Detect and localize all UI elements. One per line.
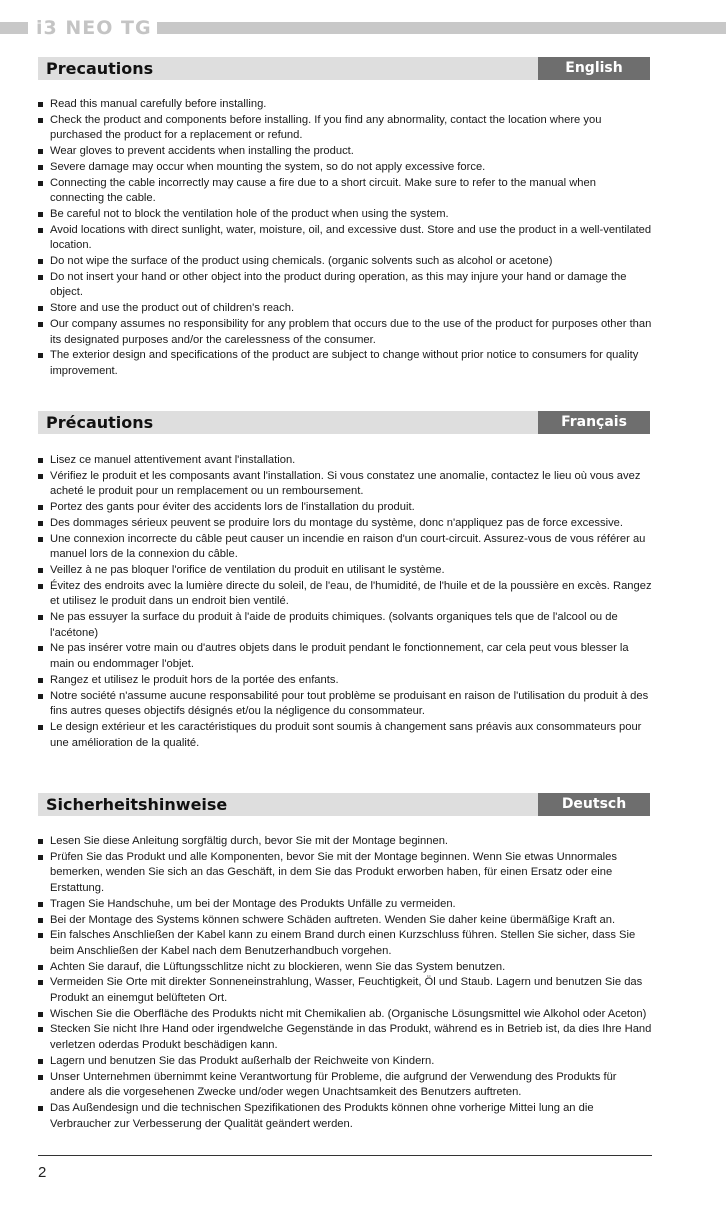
header-stripe-left bbox=[0, 22, 28, 34]
list-item: Check the product and components before installing. If you find any abnormality, contact the location where you purchased the product for a replacement or refund. bbox=[38, 113, 652, 144]
language-tag: Deutsch bbox=[538, 793, 650, 816]
list-item: Prüfen Sie das Produkt und alle Komponenten, bevor Sie mit der Montage beginnen. Wenn Sie etwas Unnormales bemerken, wenden Sie sich an das Geschäft, in dem Sie das Produkt erworben haben, für einen Ersatz oder eine Erstattung. bbox=[38, 850, 652, 897]
language-tag: Français bbox=[538, 411, 650, 434]
list-item: Ne pas essuyer la surface du produit à l'aide de produits chimiques. (solvants organiques tels que de l'alcool ou de l'acétone) bbox=[38, 610, 652, 641]
list-item: Lesen Sie diese Anleitung sorgfältig durch, bevor Sie mit der Montage beginnen. bbox=[38, 834, 652, 850]
precautions-list bbox=[38, 834, 652, 1132]
list-item: Une connexion incorrecte du câble peut causer un incendie en raison d'un court-circuit. Assurez-vous de vous référer au manuel lors de la connexion du câble. bbox=[38, 532, 652, 563]
list-item: Severe damage may occur when mounting the system, so do not apply excessive force. bbox=[38, 160, 652, 176]
list-item: Wischen Sie die Oberfläche des Produkts nicht mit Chemikalien ab. (Organische Lösungsmittel wie Alkohol oder Aceton) bbox=[38, 1007, 652, 1023]
list-item: Wear gloves to prevent accidents when installing the product. bbox=[38, 144, 652, 160]
list-item: Our company assumes no responsibility for any problem that occurs due to the use of the product for purposes other than its designated purposes and/or the carelessness of the consumer. bbox=[38, 317, 652, 348]
list-item: Évitez des endroits avec la lumière directe du soleil, de l'eau, de l'humidité, de l'huile et de la poussière en excès. Rangez et utilisez le produit dans un endroit bien ventilé. bbox=[38, 579, 652, 610]
section-header bbox=[38, 57, 650, 80]
list-item: Portez des gants pour éviter des accidents lors de l'installation du produit. bbox=[38, 500, 652, 516]
list-item: Do not wipe the surface of the product using chemicals. (organic solvents such as alcohol or acetone) bbox=[38, 254, 652, 270]
language-tag: English bbox=[538, 57, 650, 80]
precautions-list bbox=[38, 453, 652, 751]
section-header bbox=[38, 411, 650, 434]
list-item: The exterior design and specifications of the product are subject to change without prior notice to consumers for quality improvement. bbox=[38, 348, 652, 379]
list-item: Vérifiez le produit et les composants avant l'installation. Si vous constatez une anomalie, contactez le lieu où vous avez acheté le produit pour un remplacement ou un remboursement. bbox=[38, 469, 652, 500]
precautions-list bbox=[38, 97, 652, 380]
list-item: Notre société n'assume aucune responsabilité pour tout problème se produisant en raison de l'utilisation du produit à des fins autres queses objectifs désignés et/ou la négligence du consommateur. bbox=[38, 689, 652, 720]
list-item: Ein falsches Anschließen der Kabel kann zu einem Brand durch einen Kurzschluss führen. Stellen Sie sicher, dass Sie beim Anschließen der Kabel nach dem Benutzerhandbuch vorgehen. bbox=[38, 928, 652, 959]
section-title: Précautions bbox=[46, 413, 154, 432]
list-item: Connecting the cable incorrectly may cause a fire due to a short circuit. Make sure to refer to the manual when connecting the cable. bbox=[38, 176, 652, 207]
list-item: Achten Sie darauf, die Lüftungsschlitze nicht zu blockieren, wenn Sie das System benutzen. bbox=[38, 960, 652, 976]
list-item: Veillez à ne pas bloquer l'orifice de ventilation du produit en utilisant le système. bbox=[38, 563, 652, 579]
list-item: Bei der Montage des Systems können schwere Schäden auftreten. Wenden Sie daher keine übermäßige Kraft an. bbox=[38, 913, 652, 929]
list-item: Das Außendesign und die technischen Spezifikationen des Produkts können ohne vorherige Mittei lung an die Verbraucher zur Verbesserung der Qualität geändert werden. bbox=[38, 1101, 652, 1132]
section-title: Sicherheitshinweise bbox=[46, 795, 228, 814]
list-item: Avoid locations with direct sunlight, water, moisture, oil, and excessive dust. Store and use the product in a well-ventilated location. bbox=[38, 223, 652, 254]
list-item: Lagern und benutzen Sie das Produkt außerhalb der Reichweite von Kindern. bbox=[38, 1054, 652, 1070]
list-item: Store and use the product out of children's reach. bbox=[38, 301, 652, 317]
list-item: Des dommages sérieux peuvent se produire lors du montage du système, donc n'appliquez pas de force excessive. bbox=[38, 516, 652, 532]
list-item: Read this manual carefully before installing. bbox=[38, 97, 652, 113]
list-item: Unser Unternehmen übernimmt keine Verantwortung für Probleme, die aufgrund der Verwendung des Produkts für andere als die vorgesehenen Zwecke und/oder wegen Unachtsamkeit des Benutzers auftreten. bbox=[38, 1070, 652, 1101]
list-item: Rangez et utilisez le produit hors de la portée des enfants. bbox=[38, 673, 652, 689]
section-title: Precautions bbox=[46, 59, 154, 78]
list-item: Ne pas insérer votre main ou d'autres objets dans le produit pendant le fonctionnement, car cela peut vous blesser la main ou endommager l'objet. bbox=[38, 641, 652, 672]
list-item: Vermeiden Sie Orte mit direkter Sonneneinstrahlung, Wasser, Feuchtigkeit, Öl und Staub. Lagern und benutzen Sie das Produkt an einemgut belüfteten Ort. bbox=[38, 975, 652, 1006]
top-bar bbox=[0, 0, 726, 44]
list-item: Lisez ce manuel attentivement avant l'installation. bbox=[38, 453, 652, 469]
list-item: Stecken Sie nicht Ihre Hand oder irgendwelche Gegenstände in das Produkt, während es in Betrieb ist, da dies Ihre Hand verletzen oderdas Produkt beschädigen kann. bbox=[38, 1022, 652, 1053]
list-item: Do not insert your hand or other object into the product during operation, as this may injure your hand or damage the object. bbox=[38, 270, 652, 301]
list-item: Be careful not to block the ventilation hole of the product when using the system. bbox=[38, 207, 652, 223]
section-header bbox=[38, 793, 650, 816]
page-number: 2 bbox=[38, 1164, 47, 1181]
footer-divider bbox=[38, 1155, 652, 1156]
header-stripe-right bbox=[157, 22, 726, 34]
list-item: Tragen Sie Handschuhe, um bei der Montage des Produkts Unfälle zu vermeiden. bbox=[38, 897, 652, 913]
list-item: Le design extérieur et les caractéristiques du produit sont soumis à changement sans préavis aux consommateurs pour une amélioration de la qualité. bbox=[38, 720, 652, 751]
product-name: i3 NEO TG bbox=[36, 17, 152, 39]
